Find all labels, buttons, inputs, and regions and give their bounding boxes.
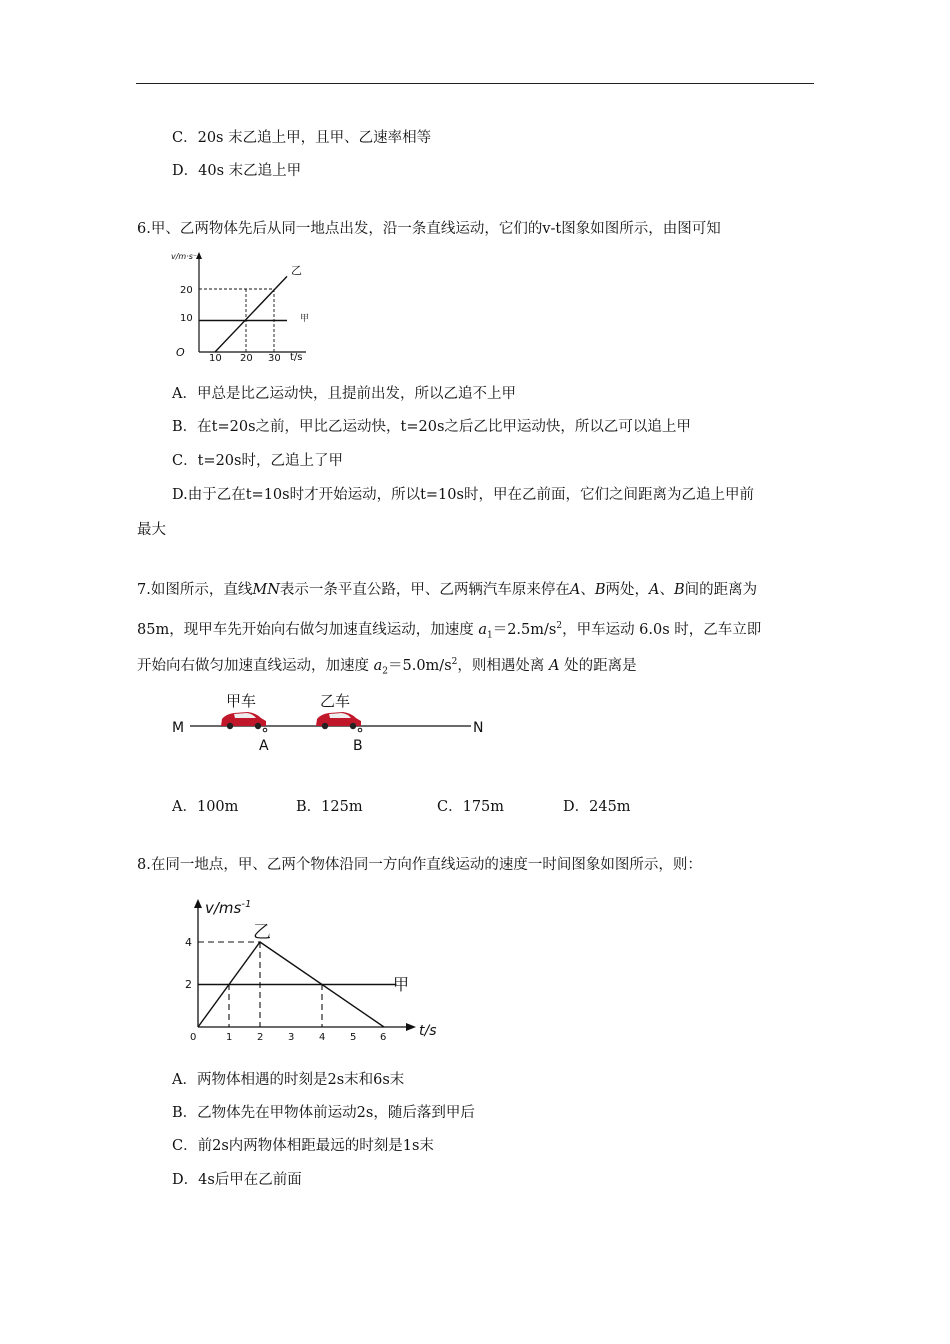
q7-label-car-yi: 乙车 bbox=[320, 692, 351, 710]
q6-ytick-10: 10 bbox=[180, 313, 193, 324]
q6-option-d-line2: 最大 bbox=[137, 522, 166, 538]
q6-xtick-10: 10 bbox=[209, 353, 222, 364]
q6-label-jia: 甲 bbox=[300, 314, 310, 324]
q8-xtick-4: 4 bbox=[319, 1032, 326, 1043]
q8-xtick-0: 0 bbox=[190, 1032, 197, 1043]
q6-option-d-line1: D.由于乙在t=10s时才开始运动，所以t=10s时，甲在乙前面，它们之间距离为乙追上甲前 bbox=[172, 487, 754, 503]
q8-xtick-3: 3 bbox=[288, 1032, 295, 1043]
q6-option-c: C．t=20s时，乙追上了甲 bbox=[172, 453, 343, 469]
q7-option-a: A．100m bbox=[172, 799, 239, 815]
q8-ytick-2: 2 bbox=[185, 978, 192, 991]
prev-option-c: C．20s 末乙追上甲，且甲、乙速率相等 bbox=[172, 130, 432, 146]
q6-origin: O bbox=[176, 346, 185, 359]
q7-option-d: D．245m bbox=[563, 799, 631, 815]
q8-ytick-4: 4 bbox=[185, 936, 192, 949]
q7-stem-line3: 开始向右做匀加速直线运动，加速度 $a_2=5.0m/s^2$，则相遇处离 A 处的距离是 bbox=[137, 657, 637, 677]
q8-stem: 8.在同一地点，甲、乙两个物体沿同一方向作直线运动的速度一时间图象如图所示，则： bbox=[137, 857, 702, 873]
q8-y-arrow bbox=[194, 899, 202, 908]
q7-label-a: A bbox=[259, 738, 269, 754]
q7-label-n: N bbox=[473, 720, 484, 736]
q8-xtick-1: 1 bbox=[226, 1032, 233, 1043]
q6-option-a: A．甲总是比乙运动快，且提前出发，所以乙追不上甲 bbox=[172, 386, 516, 402]
q7-option-b: B．125m bbox=[296, 799, 363, 815]
q6-stem: 6.甲、乙两物体先后从同一地点出发，沿一条直线运动，它们的v-t图象如图所示，由图可知 bbox=[137, 221, 721, 237]
q8-xtick-6: 6 bbox=[380, 1032, 387, 1043]
q8-ylabel: $v/ms^{-1}$ bbox=[205, 899, 252, 917]
q8-option-b: B．乙物体先在甲物体前运动2s，随后落到甲后 bbox=[172, 1105, 475, 1121]
q8-label-yi: 乙 bbox=[253, 922, 271, 943]
q7-label-b: B bbox=[353, 738, 363, 754]
prev-option-d: D．40s 末乙追上甲 bbox=[172, 163, 302, 179]
q6-option-b: B．在t=20s之前，甲比乙运动快，t=20s之后乙比甲运动快，所以乙可以追上甲 bbox=[172, 419, 691, 435]
q8-label-jia: 甲 bbox=[393, 975, 410, 994]
q6-ylabel: v/m·s⁻¹ bbox=[171, 252, 201, 261]
q8-xlabel: t/s bbox=[419, 1023, 437, 1039]
q8-option-a: A．两物体相遇的时刻是2s末和6s末 bbox=[172, 1072, 405, 1088]
q6-xtick-20: 20 bbox=[240, 353, 253, 364]
q6-vt-graph bbox=[168, 248, 328, 364]
q7-stem-line2: 85m，现甲车先开始向右做匀加速直线运动，加速度 $a_1=2.5m/s^2$，甲车运动 6.0s 时，乙车立即 bbox=[137, 621, 762, 641]
q8-xtick-5: 5 bbox=[350, 1032, 357, 1043]
q8-vt-graph bbox=[183, 893, 443, 1045]
q8-option-c: C．前2s内两物体相距最远的时刻是1s末 bbox=[172, 1138, 434, 1154]
q7-label-car-jia: 甲车 bbox=[226, 692, 257, 710]
header-rule bbox=[136, 83, 814, 84]
q6-xtick-30: 30 bbox=[268, 353, 281, 364]
q6-xlabel: t/s bbox=[290, 352, 303, 363]
q6-label-yi: 乙 bbox=[291, 264, 302, 277]
q8-x-arrow bbox=[406, 1023, 416, 1031]
q7-stem-line1: 7.如图所示，直线MN表示一条平直公路，甲、乙两辆汽车原来停在A、B两处，A、B间的距离为 bbox=[137, 582, 758, 598]
q7-point-b-mark bbox=[358, 728, 362, 732]
q6-ytick-20: 20 bbox=[180, 285, 193, 296]
q7-point-a-mark bbox=[263, 728, 267, 732]
q7-road-diagram bbox=[168, 686, 498, 758]
q8-option-d: D．4s后甲在乙前面 bbox=[172, 1172, 302, 1188]
q6-series-yi bbox=[215, 276, 287, 352]
q7-label-m: M bbox=[172, 720, 185, 736]
q8-xtick-2: 2 bbox=[257, 1032, 264, 1043]
q7-option-c: C．175m bbox=[437, 799, 505, 815]
